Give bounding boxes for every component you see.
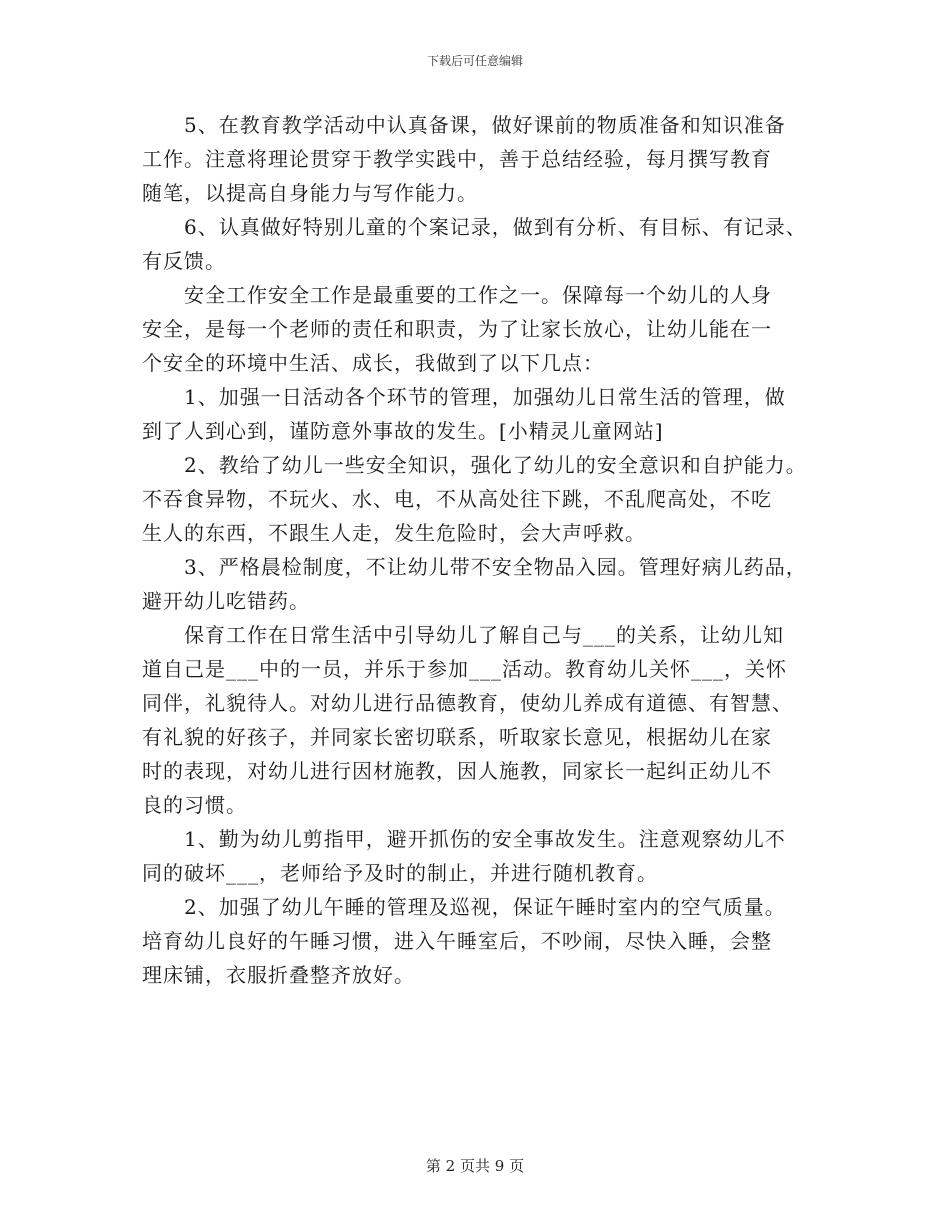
paragraph-special-children <box>142 210 814 278</box>
text-line: 理床铺，衣服折叠整齐放好。 <box>142 963 415 987</box>
paragraph-safety-intro <box>142 278 814 380</box>
paragraph-care-2 <box>142 890 814 992</box>
text-line: 培育幼儿良好的午睡习惯，进入午睡室后，不吵闹，尽快入睡，会整 <box>142 929 772 953</box>
text-line: 1、加强一日活动各个环节的管理，加强幼儿日常生活的管理，做 <box>142 385 786 409</box>
paragraph-care-1 <box>142 822 814 890</box>
document-body <box>142 108 814 992</box>
paragraph-prep <box>142 108 814 210</box>
text-line: 保育工作在日常生活中引导幼儿了解自己与___的关系，让幼儿知 <box>142 623 784 647</box>
text-line: 同的破坏___，老师给予及时的制止，并进行随机教育。 <box>142 861 658 885</box>
paragraph-safety-3 <box>142 550 814 618</box>
text-line: 5、在教育教学活动中认真备课，做好课前的物质准备和知识准备 <box>142 113 786 137</box>
text-line: 2、教给了幼儿一些安全知识，强化了幼儿的安全意识和自护能力。 <box>142 453 807 477</box>
text-line: 到了人到心到，谨防意外事故的发生。[小精灵儿童网站] <box>142 419 664 443</box>
text-line: 1、勤为幼儿剪指甲，避开抓伤的安全事故发生。注意观察幼儿不 <box>142 827 786 851</box>
text-line: 安全，是每一个老师的责任和职责，为了让家长放心，让幼儿能在一 <box>142 317 772 341</box>
paragraph-care-intro <box>142 618 814 822</box>
text-line: 避开幼儿吃错药。 <box>142 589 310 613</box>
text-line: 有反馈。 <box>142 249 226 273</box>
text-line: 随笔，以提高自身能力与写作能力。 <box>142 181 478 205</box>
text-line: 6、认真做好特别儿童的个案记录，做到有分析、有目标、有记录、 <box>142 215 807 239</box>
text-line: 3、严格晨检制度，不让幼儿带不安全物品入园。管理好病儿药品， <box>142 555 807 579</box>
text-line: 生人的东西，不跟生人走，发生危险时，会大声呼救。 <box>142 521 646 545</box>
text-line: 不吞食异物，不玩火、水、电，不从高处往下跳，不乱爬高处，不吃 <box>142 487 772 511</box>
paragraph-safety-1 <box>142 380 814 448</box>
text-line: 良的习惯。 <box>142 793 247 817</box>
text-line: 同伴，礼貌待人。对幼儿进行品德教育，使幼儿养成有道德、有智慧、 <box>142 691 793 715</box>
text-line: 有礼貌的好孩子，并同家长密切联系，听取家长意见，根据幼儿在家 <box>142 725 772 749</box>
text-line: 安全工作安全工作是最重要的工作之一。保障每一个幼儿的人身 <box>142 283 772 307</box>
page-header: 下载后可任意编辑 <box>426 54 523 68</box>
text-line: 2、加强了幼儿午睡的管理及巡视，保证午睡时室内的空气质量。 <box>142 895 786 919</box>
text-line: 工作。注意将理论贯穿于教学实践中，善于总结经验，每月撰写教育 <box>142 147 772 171</box>
text-line: 时的表现，对幼儿进行因材施教，因人施教，同家长一起纠正幼儿不 <box>142 759 772 783</box>
page-number: 第 2 页共 9 页 <box>425 1157 525 1175</box>
paragraph-safety-2 <box>142 448 814 550</box>
text-line: 道自己是___中的一员，并乐于参加___活动。教育幼儿关怀___，关怀 <box>142 657 787 681</box>
text-line: 个安全的环境中生活、成长，我做到了以下几点： <box>142 351 604 375</box>
